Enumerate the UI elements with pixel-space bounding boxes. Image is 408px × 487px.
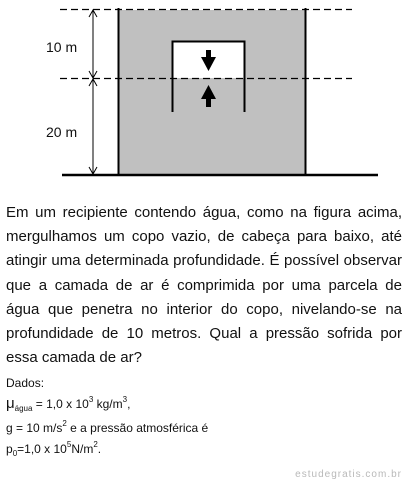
gravity-eq: g = 10 m/s — [6, 421, 63, 436]
density-line — [6, 392, 402, 417]
gravity-end: e a pressão atmosférica é — [66, 421, 209, 436]
patm-symbol: p — [6, 441, 13, 456]
question-text: Em um recipiente contendo água, como na figura acima, mergulhamos um copo vazio, de cabeça para baixo, até atingir uma determinada profundidade. É possível observar que a camada de ar é comprimida por uma parcela de água que penetra no interior do copo, nivelando-se na profundidade de 10 metros. Qual a pressão sofrida por essa camada de ar? — [6, 204, 402, 367]
dimension-10m — [89, 10, 97, 78]
data-heading: Dados: — [6, 376, 45, 390]
patm-end: . — [97, 441, 102, 456]
watermark-text: estudegratis.com.br — [295, 469, 402, 480]
density-end: , — [127, 396, 131, 411]
given-data — [6, 376, 402, 461]
density-subscript: água — [14, 403, 33, 413]
gravity-exp: 2 — [62, 419, 67, 429]
patm-subscript: 0 — [12, 448, 18, 458]
density-exp: 3 — [88, 394, 94, 404]
patm-eq: =1,0 x 10 — [17, 441, 67, 456]
gravity-line — [6, 416, 402, 437]
patm-unit-exp: 2 — [93, 439, 98, 449]
density-unit-exp: 3 — [122, 394, 128, 404]
dimension-20m — [89, 79, 97, 174]
patm-unit: N/m — [71, 441, 94, 456]
density-unit: kg/m — [93, 396, 123, 411]
pressure-line — [6, 437, 402, 462]
density-eq: = 1,0 x 10 — [32, 396, 89, 411]
density-symbol: μ — [6, 394, 15, 412]
label-20m: 20 m — [46, 124, 78, 140]
patm-exp: 5 — [66, 439, 72, 449]
label-10m: 10 m — [46, 39, 78, 55]
figure-diagram — [0, 0, 408, 185]
